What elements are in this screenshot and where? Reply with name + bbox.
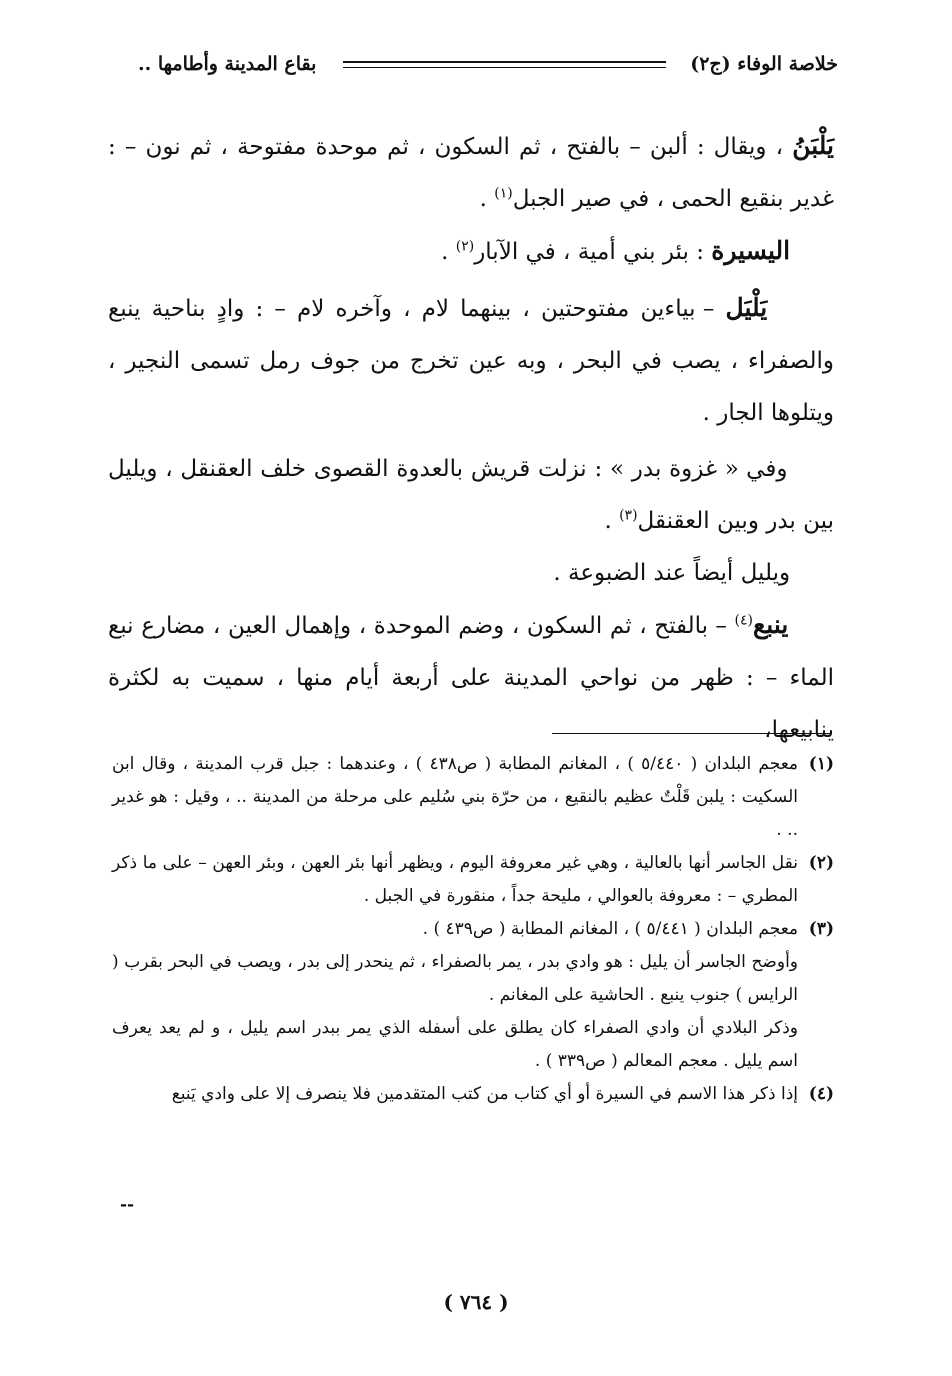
footnote-number: (١) bbox=[808, 754, 834, 774]
footnote-text: نقل الجاسر أنها بالعالية ، وهي غير معروفة اليوم ، ويظهر أنها بئر العهن ، وبئر العهن – على ما ذكر المطري – : معروفة بالعوالي ، مليحة جداً ، منقورة في الجبل . bbox=[112, 853, 798, 906]
entry-term: يَلْبَنُ bbox=[792, 131, 834, 160]
entry-text: ويليل أيضاً عند الضبوعة . bbox=[553, 560, 791, 586]
footnote-marker: (٤) bbox=[734, 612, 753, 629]
entry-badr-paragraph bbox=[108, 443, 834, 547]
entry-term: ينبع bbox=[752, 610, 789, 639]
book-title: خلاصة الوفاء (ج٢) bbox=[690, 53, 838, 75]
main-text bbox=[108, 120, 834, 756]
footnote-number: (٢) bbox=[808, 853, 834, 873]
footnote-text: معجم البلدان ( ٥/٤٤٠ ) ، المغانم المطابة ( ص٤٣٨ ) ، وعندهما : جبل قرب المدينة ، وقال ابن السكيت : يلبن قَلْتٌ عظيم بالنقيع ، من حرّة بني سُليم على مرحلة من المدينة .. ، وقيل : هو غدير .. . bbox=[112, 754, 799, 840]
footnote-3 bbox=[112, 913, 834, 946]
page-number: ( ٧٦٤ ) bbox=[443, 1290, 509, 1314]
footnote-3-continuation: وذكر البلادي أن وادي الصفراء كان يطلق على أسفله الذي يمر ببدر اسم يليل ، و لم يعد يعرف اسم يليل . معجم المعالم ( ص٣٣٩ ) . bbox=[112, 1018, 798, 1071]
entry-text: : بئر بني أمية ، في الآبار bbox=[474, 239, 704, 265]
entry-yalyal bbox=[108, 282, 834, 439]
footnote-number: (٤) bbox=[808, 1084, 834, 1104]
footnote-continuation-mark: -- bbox=[120, 1195, 135, 1215]
entry-yalyal-dabua bbox=[108, 547, 834, 599]
entry-end: . bbox=[479, 186, 487, 212]
entry-text: ، ويقال : ألبن – بالفتح ، ثم السكون ، ثم موحدة مفتوحة ، ثم نون – : غدير بنقيع الحمى ، في صير الجبل bbox=[108, 134, 834, 212]
footnote-marker: (٣) bbox=[619, 507, 638, 524]
footnote-text: معجم البلدان ( ٥/٤٤١ ) ، المغانم المطابة ( ص٤٣٩ ) . bbox=[422, 919, 798, 939]
footnote-1 bbox=[112, 748, 834, 847]
entry-text: – بياءين مفتوحتين ، بينهما لام ، وآخره لام – : وادٍ بناحية ينبع والصفراء ، يصب في البحر ، وبه عين تخرج من جوف رمل تسمى النجير ، ويتلوها الجار . bbox=[108, 296, 834, 426]
entry-term: يَلْيَل bbox=[725, 293, 768, 322]
entry-term: اليسيرة bbox=[711, 236, 791, 265]
entry-text: وفي « غزوة بدر » : نزلت قريش بالعدوة القصوى خلف العقنقل ، ويليل بين بدر وبين العقنقل bbox=[108, 456, 834, 534]
header-rule bbox=[343, 61, 666, 68]
entry-al-yasira bbox=[108, 225, 834, 278]
entry-yalban bbox=[108, 120, 834, 225]
section-title: بقاع المدينة وأطامها .. bbox=[138, 53, 317, 75]
footnotes bbox=[112, 748, 834, 1111]
entry-end: . bbox=[441, 239, 449, 265]
footnote-3-continuation: وأوضح الجاسر أن يليل : هو وادي بدر ، يمر بالصفراء ، ثم ينحدر إلى بدر ، ويصب في البحر بقرب ( الرايس ) جنوب ينبع . الحاشية على المغانم . bbox=[112, 952, 798, 1005]
footnote-2 bbox=[112, 847, 834, 913]
footnote-text: إذا ذكر هذا الاسم في السيرة أو أي كتاب من كتب المتقدمين فلا ينصرف إلا على وادي يَنبع bbox=[171, 1084, 798, 1104]
footnote-marker: (١) bbox=[494, 185, 513, 202]
entry-end: . bbox=[604, 508, 612, 534]
footnote-4 bbox=[112, 1078, 834, 1111]
entry-text: – بالفتح ، ثم السكون ، وضم الموحدة ، وإهمال العين ، مضارع نبع الماء – : ظهر من نواحي المدينة على أربعة أيام منها ، سميت به لكثرة ينابيعها، bbox=[108, 613, 834, 743]
footnote-number: (٣) bbox=[808, 919, 834, 939]
running-header bbox=[138, 50, 838, 82]
footnote-marker: (٢) bbox=[455, 238, 475, 255]
footnote-separator bbox=[552, 733, 832, 734]
